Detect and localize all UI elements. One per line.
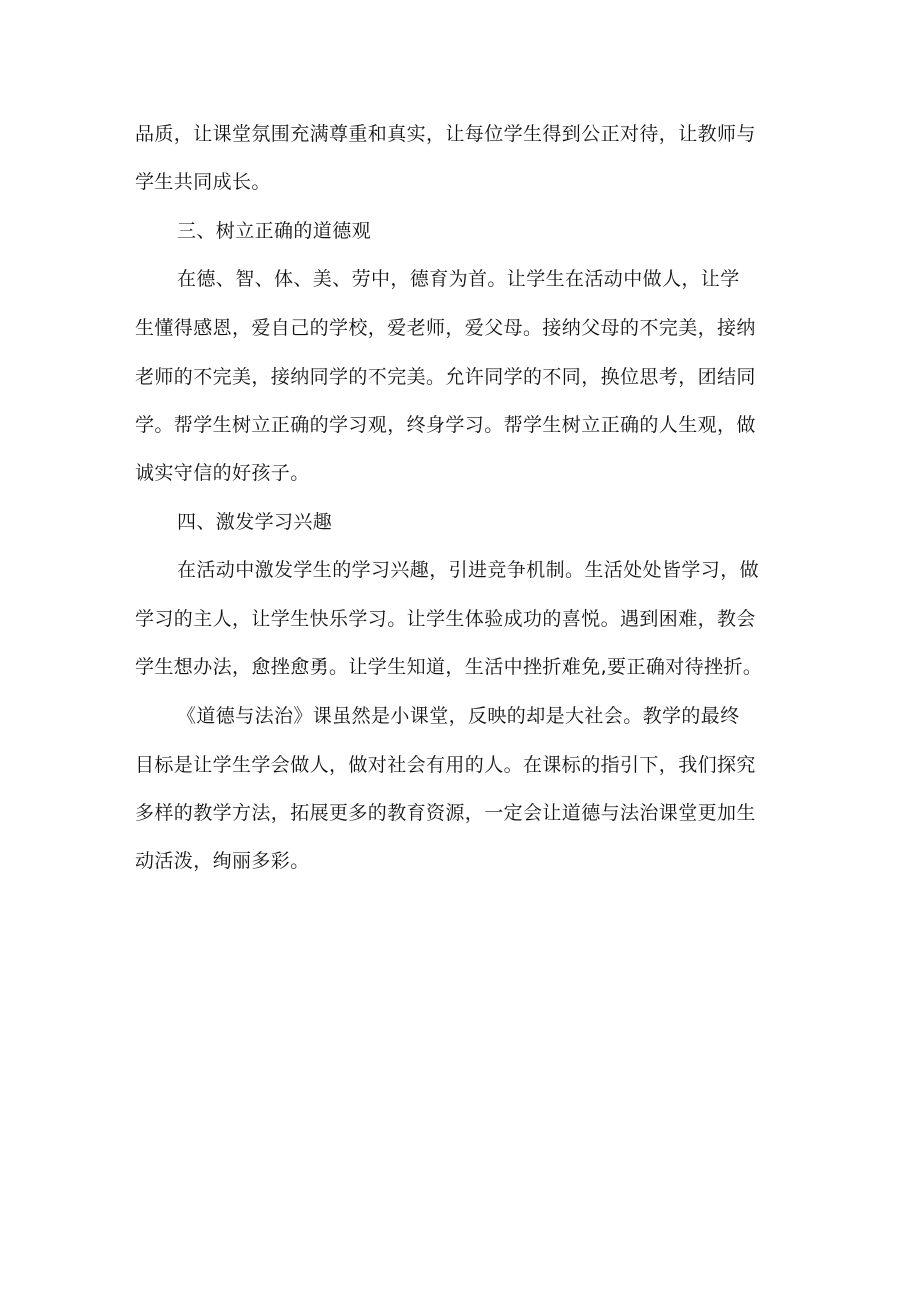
- paragraph-line: 品质，让课堂氛围充满尊重和真实，让每位学生得到公正对待，让教师与: [135, 123, 756, 145]
- paragraph-line: 诚实守信的好孩子。: [135, 462, 310, 484]
- section-heading: 三、树立正确的道德观: [177, 220, 372, 242]
- paragraph-line: 目标是让学生学会做人，做对社会有用的人。在课标的指引下，我们探究: [135, 754, 756, 776]
- section-heading: 四、激发学习兴趣: [177, 511, 333, 533]
- paragraph-line: 在活动中激发学生的学习兴趣，引进竞争机制。生活处处皆学习，做: [177, 559, 760, 581]
- paragraph-line: 生懂得感恩，爱自己的学校，爱老师，爱父母。接纳父母的不完美，接纳: [135, 317, 756, 339]
- paragraph-line: 在德、智、体、美、劳中，德育为首。让学生在活动中做人，让学: [177, 268, 740, 290]
- paragraph-line: 学。帮学生树立正确的学习观，终身学习。帮学生树立正确的人生观，做: [135, 414, 756, 436]
- paragraph-line: 动活泼，绚丽多彩。: [135, 850, 310, 872]
- paragraph-line: 学习的主人，让学生快乐学习。让学生体验成功的喜悦。遇到困难，教会: [135, 608, 756, 630]
- paragraph-line: 多样的教学方法，拓展更多的教育资源，一定会让道德与法治课堂更加生: [135, 802, 756, 824]
- paragraph-line: 学生共同成长。: [135, 171, 271, 193]
- paragraph-line: 学生想办法，愈挫愈勇。让学生知道，生活中挫折难免,要正确对待挫折。: [135, 656, 763, 678]
- paragraph-line: 老师的不完美，接纳同学的不完美。允许同学的不同，换位思考，团结同: [135, 366, 756, 388]
- paragraph-line: 《道德与法治》课虽然是小课堂，反映的却是大社会。教学的最终: [177, 705, 740, 727]
